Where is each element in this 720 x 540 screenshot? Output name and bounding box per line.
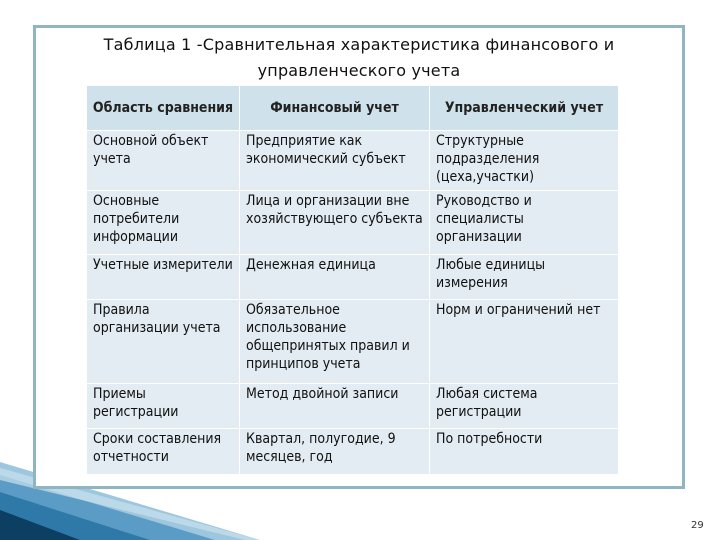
cell-management: По потребности	[430, 429, 619, 475]
table-row	[87, 384, 619, 429]
page-number: 29	[691, 520, 704, 531]
table-row	[87, 191, 619, 255]
cell-financial: Предприятие как экономический субъект	[240, 131, 430, 191]
cell-area: Учетные измерители	[87, 255, 240, 300]
cell-financial: Лица и организации вне хозяйствующего субъекта	[240, 191, 430, 255]
cell-area: Приемы регистрации	[87, 384, 240, 429]
header-financial: Финансовый учет	[240, 86, 430, 131]
cell-area: Правила организации учета	[87, 300, 240, 384]
cell-area: Основные потребители информации	[87, 191, 240, 255]
header-area: Область сравнения	[87, 86, 240, 131]
table-row	[87, 255, 619, 300]
cell-financial: Денежная единица	[240, 255, 430, 300]
table-title	[36, 32, 682, 84]
cell-area: Основной объект учета	[87, 131, 240, 191]
cell-management: Норм и ограничений нет	[430, 300, 619, 384]
cell-financial: Обязательное использование общепринятых правил и принципов учета	[240, 300, 430, 384]
table-row	[87, 300, 619, 384]
cell-area: Сроки составления отчетности	[87, 429, 240, 475]
cell-management: Руководство и специалисты организации	[430, 191, 619, 255]
table-title-line-2: управленческого учета	[257, 61, 461, 80]
comparison-table	[86, 85, 619, 475]
table-title-line-1: Таблица 1 -Сравнительная характеристика финансового и	[103, 35, 615, 54]
table-row	[87, 429, 619, 475]
cell-management: Любая система регистрации	[430, 384, 619, 429]
slide-frame	[33, 25, 685, 489]
cell-management: Любые единицы измерения	[430, 255, 619, 300]
cell-financial: Метод двойной записи	[240, 384, 430, 429]
table-header-row	[87, 86, 619, 131]
cell-financial: Квартал, полугодие, 9 месяцев, год	[240, 429, 430, 475]
header-management: Управленческий учет	[430, 86, 619, 131]
cell-management: Структурные подразделения (цеха,участки)	[430, 131, 619, 191]
table-row	[87, 131, 619, 191]
